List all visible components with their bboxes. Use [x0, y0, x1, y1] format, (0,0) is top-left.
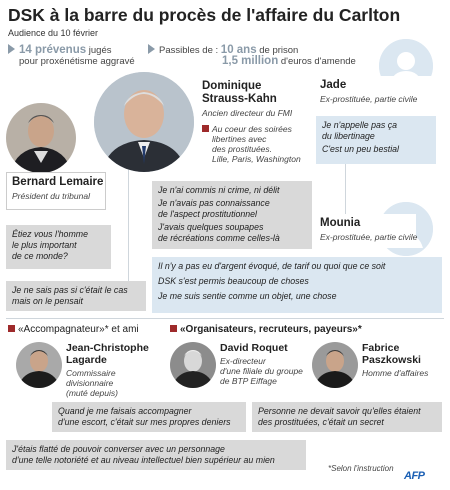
jade-role: Ex-prostituée, partie civile	[320, 94, 418, 104]
roquet-name: David Roquet	[220, 342, 288, 354]
triangle-bullet-icon	[8, 44, 15, 54]
mounia-quotes-bubble: Il n'y a pas eu d'argent évoqué, de tarif ou quoi que ce soit DSK s'est permis beaucoup de choses Je me suis sentie comme un objet, une chose	[152, 257, 442, 313]
roquet-portrait	[170, 342, 216, 388]
mounia-name: Mounia	[320, 217, 361, 229]
paszkowski-photo-icon	[312, 342, 358, 388]
roquet-role: Ex-directeur d'une filiale du groupe de BTP Eiffage	[220, 356, 303, 386]
red-square-icon	[202, 125, 209, 132]
paszkowski-role: Homme d'affaires	[362, 368, 429, 378]
jade-name: Jade	[320, 79, 347, 91]
stat-amende: 1,5 million d'euros d'amende	[222, 55, 356, 67]
lagarde-photo-icon	[16, 342, 62, 388]
lemaire-question-bubble: Étiez vous l'homme le plus important de ce monde?	[6, 225, 111, 269]
lagarde-portrait	[16, 342, 62, 388]
dsk-name: Dominique Strauss-Kahn	[202, 80, 277, 105]
section-right-title: «Organisateurs, recruteurs, payeurs»*	[170, 324, 362, 335]
red-square-icon	[8, 325, 15, 332]
roquet-photo-icon	[170, 342, 216, 388]
red-square-icon	[170, 325, 177, 332]
jade-quote-bubble: Je n'appelle pas ça du libertinage C'est un peu bestial	[316, 116, 436, 164]
dsk-portrait	[94, 72, 194, 172]
lagarde-name: Jean-Christophe Lagarde	[66, 342, 149, 366]
stat-prevenus: 14 prévenus jugés pour proxénétisme aggravé	[8, 44, 158, 67]
page-title: DSK à la barre du procès de l'affaire du Carlton	[8, 5, 401, 25]
triangle-bullet-icon	[148, 44, 155, 54]
paszkowski-portrait	[312, 342, 358, 388]
paszkowski-name: Fabrice Paszkowski	[362, 342, 421, 366]
stat-passibles: Passibles de : 10 ans de prison	[148, 44, 378, 56]
afp-logo: AFP	[404, 470, 425, 482]
dsk-note: Au coeur des soirées libertines avec des prostituées. Lille, Paris, Washington	[202, 124, 301, 164]
section-left-title: «Accompagnateur»* et ami	[8, 324, 139, 335]
lemaire-name: Bernard Lemaire	[12, 176, 104, 188]
dsk-quotes-bubble: Je n'ai commis ni crime, ni délit Je n'avais pas connaissance de l'aspect prostitutionnel J'avais quelques soupapes de récréations comme celles-là	[152, 181, 312, 249]
paszkowski-quote-bubble: Personne ne devait savoir qu'elles étaient des prostituées, c'était un secret	[252, 402, 442, 432]
lemaire-role: Président du tribunal	[12, 191, 90, 201]
footnote: *Selon l'instruction	[328, 464, 394, 473]
lemaire-portrait	[6, 103, 76, 173]
section-divider	[6, 318, 444, 319]
lagarde-quote-bubble-b: J'étais flatté de pouvoir converser avec un personnage d'une telle notoriété et au niveau intellectuel bien supérieur au mien	[6, 440, 306, 470]
hearing-date: Audience du 10 février	[8, 28, 99, 38]
lagarde-quote-bubble-a: Quand je me faisais accompagner d'une escort, c'était sur mes propres deniers	[52, 402, 246, 432]
mounia-role: Ex-prostituée, partie civile	[320, 232, 418, 242]
lagarde-role: Commissaire divisionnaire (muté depuis)	[66, 368, 118, 398]
dsk-role: Ancien directeur du FMI	[202, 108, 293, 118]
connector-line	[128, 165, 129, 285]
dsk-reply-bubble: Je ne sais pas si c'était le cas mais on le pensait	[6, 281, 146, 311]
lemaire-photo-icon	[6, 103, 76, 173]
dsk-photo-icon	[94, 72, 194, 172]
